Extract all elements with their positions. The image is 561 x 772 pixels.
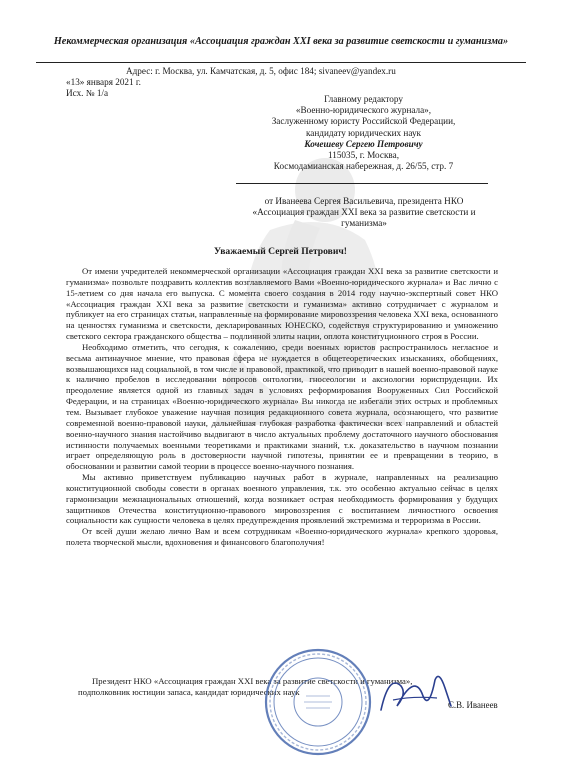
closing-line: Президент НКО «Ассоциация граждан XXI века за развитие светскости и гуманизма», bbox=[92, 676, 413, 686]
body-paragraph: Мы активно приветствуем публикацию научных работ в журнале, направленных на реализацию конституционной свободы совести в органах военного управления, т.к. это особенно актуально сейчас в целях гармонизации межнациональных отношений, когда возникает острая необходимость формирования у будущих защитников Отечества конституционно-правового мировоззрения с воспитанием личностного освоения социальности как сущности человека в целях предупреждения проявлений экстремизма и терроризма в России. bbox=[66, 472, 498, 526]
letter-date: «13» января 2021 г. bbox=[66, 77, 141, 87]
signer-name: С.В. Иванеев bbox=[448, 700, 498, 710]
signature-icon bbox=[375, 666, 455, 718]
organization-header-title: Некоммерческая организация «Ассоциация граждан XXI века за развитие светскости и гуманизма» bbox=[53, 36, 509, 47]
recipient-line: Космодамианская набережная, д. 26/55, стр. 7 bbox=[273, 161, 454, 172]
recipient-line: «Военно-юридического журнала», bbox=[295, 105, 432, 116]
organization-seal-icon bbox=[262, 646, 374, 758]
recipient-block bbox=[236, 94, 491, 172]
recipient-divider bbox=[236, 183, 488, 184]
organization-address: Адрес: г. Москва, ул. Камчатская, д. 5, офис 184; sivaneev@yandex.ru bbox=[126, 66, 396, 76]
recipient-line: 115035, г. Москва, bbox=[327, 150, 400, 161]
sender-block bbox=[250, 196, 478, 230]
body-paragraph: Необходимо отметить, что сегодня, к сожалению, среди военных юристов распространилось негласное и весьма антинаучное мнение, что правовая сфера не нуждается в общетеоретических изысканиях, обобщениях, возвышающихся над социальной, в том числе и правовой, практикой, что приводит в нашей военно-правовой науке к наличию пробелов в исследовании вопросов онтологии, гносеологии и аксиологии юриспруденции. Их преодоление является одной из главных задач в условиях реформирования Вооруженных Сил Российской Федерации, и на страницах «Военно-юридического журнала» Вы никогда не избегали этих острых и проблемных тем. Вызывает глубокое уважение научная позиция редакционного совета журнала, осознающего, что развитие современной военно-правовой науки, дальнейшая глубокая разработка фактически всех направлений и областей военно-научного знания настойчиво выдвигают в число актуальных проблему достаточного научного обоснования истинности получаемых военными теоретиками и практиками знаний, т.к. доказательство в научном познании играет определяющую роль в достоверности научной гипотезы, принятии ее и превращении в теорию, в обосновании и развитии самой теории в процессе военно-научного познания. bbox=[66, 341, 498, 472]
letter-body bbox=[66, 266, 498, 548]
recipient-name: Кочешеву Сергею Петровичу bbox=[304, 138, 423, 149]
recipient-line: Заслуженному юристу Российской Федерации, bbox=[271, 116, 456, 127]
header-divider bbox=[36, 62, 526, 63]
body-paragraph: От всей души желаю лично Вам и всем сотрудникам «Военно-юридического журнала» крепкого здоровья, полета творческой мысли, вдохновения и финансового благополучия! bbox=[66, 526, 498, 548]
body-paragraph: От имени учредителей некоммерческой организации «Ассоциация граждан XXI века за развитие светскости и гуманизма» позвольте поздравить коллектив возглавляемого Вами «Военно-юридического журнала» и Вас лично с 15-летием со дня начала его выпуска. С момента своего создания в 2014 году научно-экспертный совет НКО «Ассоциация граждан XXI века за развитие светскости и гуманизма» активно сотрудничает с журналом и публикует на его страницах статьи, направленные на формирование мировоззрения человека XXI века, основанного на ценностях гуманизма и светскости, декларированных ЮНЕСКО, содействуя структурированию и умножению светского сектора гражданского общества – подлинной элиты нации, оплота конституционного строя в России. bbox=[66, 266, 498, 342]
sender-line: от Иванеева Сергея Васильевича, президента НКО bbox=[264, 196, 464, 206]
closing-line: подполковник юстиции запаса, кандидат юридических наук bbox=[78, 687, 300, 697]
salutation: Уважаемый Сергей Петрович! bbox=[213, 246, 347, 257]
recipient-line: кандидату юридических наук bbox=[305, 127, 422, 138]
outgoing-number: Исх. № 1/а bbox=[66, 88, 109, 98]
sender-line: «Ассоциация граждан XXI века за развитие светскости и гуманизма» bbox=[252, 207, 476, 229]
recipient-line: Главному редактору bbox=[324, 94, 403, 104]
